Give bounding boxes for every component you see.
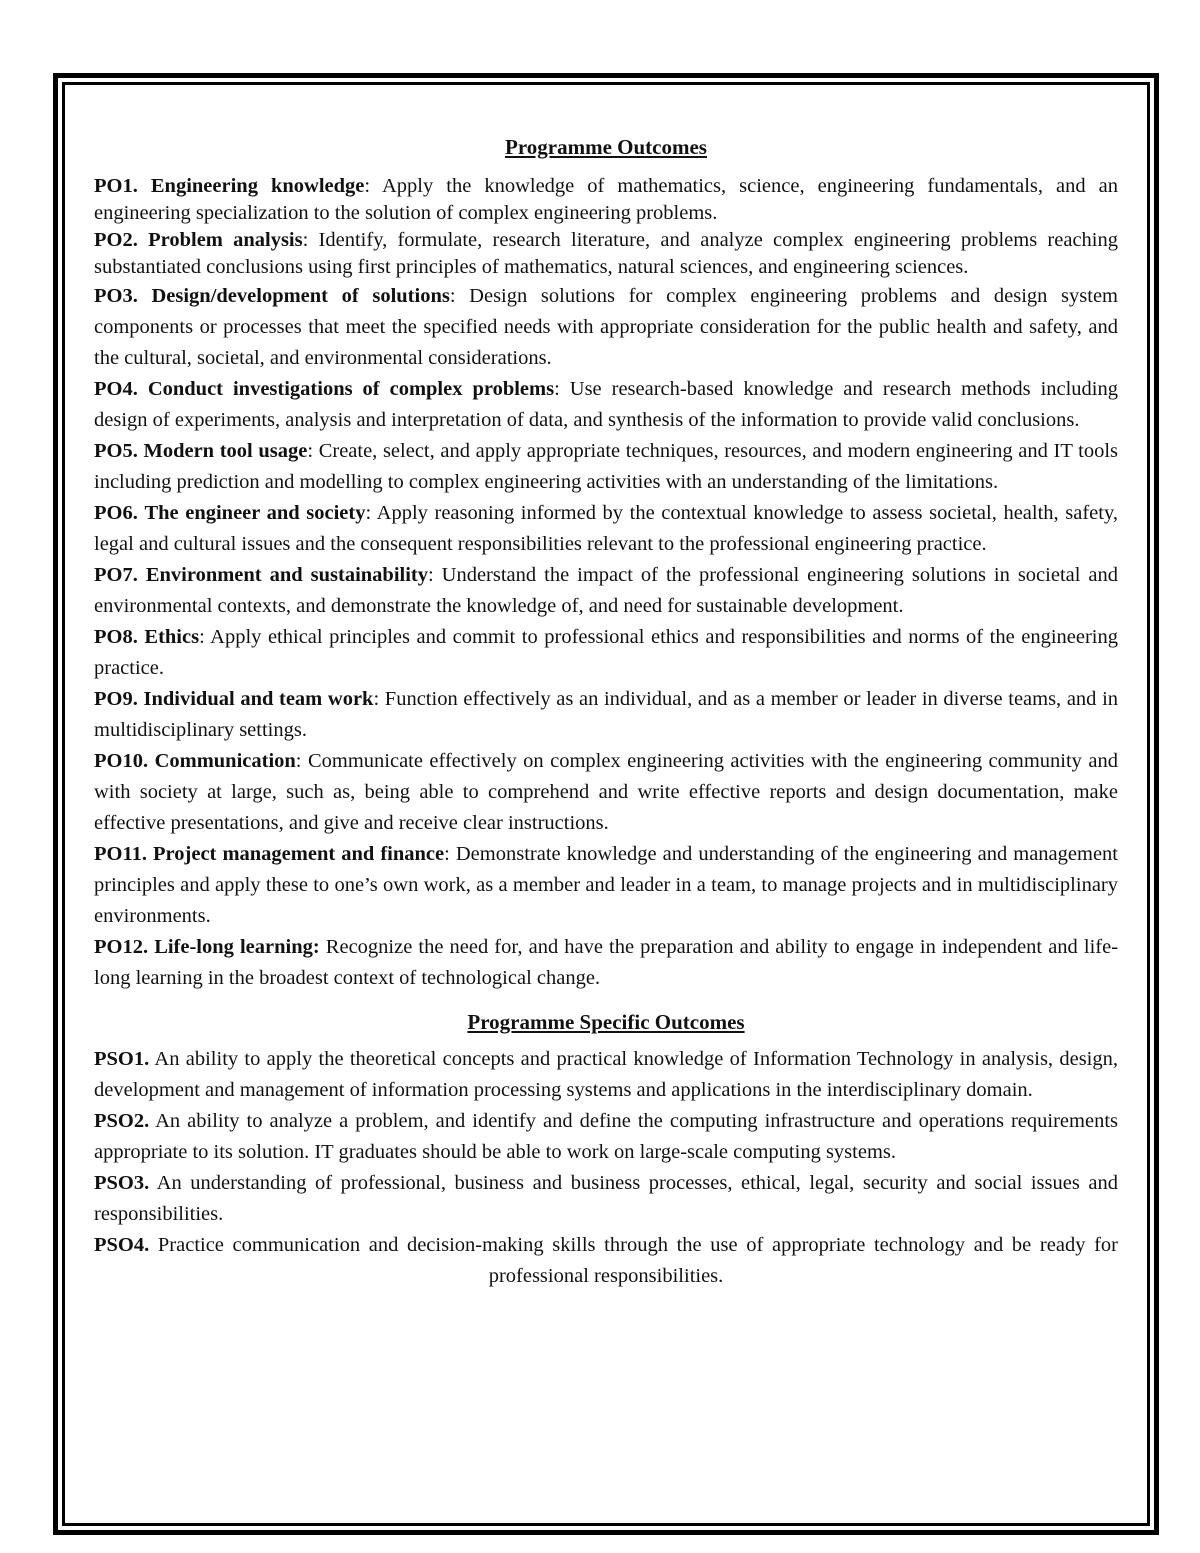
outcome-po3 bbox=[94, 281, 1118, 374]
outcome-code: PO4. bbox=[94, 378, 138, 400]
outcome-code: PSO3. bbox=[94, 1172, 150, 1194]
outcome-code: PSO4. bbox=[94, 1234, 150, 1256]
outcome-code: PSO2. bbox=[94, 1110, 150, 1132]
outcome-po10 bbox=[94, 746, 1118, 839]
outcome-text: : Communicate effectively on complex engineering activities with the engineering community and with society at large, such as, being able to comprehend and write effective reports and design documentation, make effective presentations, and give and receive clear instructions. bbox=[94, 750, 1118, 834]
outcome-text: : Demonstrate knowledge and understanding of the engineering and management principles and apply these to one’s own work, as a member and leader in a team, to manage projects and in multidisciplinary environments. bbox=[94, 843, 1118, 927]
outcome-title: Engineering knowledge bbox=[150, 175, 365, 197]
outcome-text: An ability to apply the theoretical concepts and practical knowledge of Information Technology in analysis, design, development and management of information processing systems and applications in the interdisciplinary domain. bbox=[94, 1048, 1118, 1101]
document-body bbox=[94, 133, 1118, 1292]
outcome-code: PO11. bbox=[94, 843, 147, 865]
outcome-title: Modern tool usage bbox=[143, 440, 308, 462]
outcome-title: Conduct investigations of complex problems bbox=[147, 378, 555, 400]
outcome-title: Problem analysis bbox=[148, 229, 303, 251]
outcome-text: Recognize the need for, and have the preparation and ability to engage in independent and life-long learning in the broadest context of technological change. bbox=[94, 936, 1119, 989]
outcome-po12 bbox=[94, 932, 1118, 994]
outcome-text: : Use research-based knowledge and research methods including design of experiments, analysis and interpretation of data, and synthesis of the information to provide valid conclusions. bbox=[94, 378, 1119, 431]
outcome-title: Communication bbox=[154, 750, 296, 772]
programme-outcomes-heading: Programme Outcomes bbox=[505, 135, 707, 159]
outcome-title: Life-long learning: bbox=[154, 936, 320, 958]
outcome-text: An ability to analyze a problem, and identify and define the computing infrastructure and operations requirements appropriate to its solution. IT graduates should be able to work on large-scale computing systems. bbox=[94, 1110, 1118, 1163]
outcome-code: PO3. bbox=[94, 285, 138, 307]
outcome-text: : Apply reasoning informed by the contextual knowledge to assess societal, health, safety, legal and cultural issues and the consequent responsibilities relevant to the professional engineering practice. bbox=[94, 502, 1118, 555]
outcome-text: : Design solutions for complex engineering problems and design system components or processes that meet the specified needs with appropriate consideration for the public health and safety, and the cultural, societal, and environmental considerations. bbox=[94, 285, 1119, 369]
outcome-code: PO2. bbox=[94, 229, 138, 251]
outcome-po5 bbox=[94, 436, 1118, 498]
outcome-text: : Apply the knowledge of mathematics, science, engineering fundamentals, and an engineering specialization to the solution of complex engineering problems. bbox=[94, 175, 1119, 224]
outcome-code: PO1. bbox=[94, 175, 138, 197]
outcome-text: : Identify, formulate, research literature, and analyze complex engineering problems reaching substantiated conclusions using first principles of mathematics, natural sciences, and engineering sciences. bbox=[94, 229, 1118, 278]
outcome-title: Ethics bbox=[144, 626, 200, 648]
outcome-po11 bbox=[94, 839, 1118, 932]
outcome-code: PO12. bbox=[94, 936, 149, 958]
outcome-title: Environment and sustainability bbox=[145, 564, 428, 586]
outcome-code: PO10. bbox=[94, 750, 149, 772]
outcome-text: : Understand the impact of the professional engineering solutions in societal and environmental contexts, and demonstrate the knowledge of, and need for sustainable development. bbox=[94, 564, 1119, 617]
outcome-title: The engineer and society bbox=[144, 502, 366, 524]
outcome-title: Project management and finance bbox=[153, 843, 445, 865]
outcome-title: Individual and team work bbox=[143, 688, 374, 710]
outcome-code: PO7. bbox=[94, 564, 138, 586]
outcome-title: Design/development of solutions bbox=[151, 285, 450, 307]
outcome-po2 bbox=[94, 227, 1118, 281]
outcome-po7 bbox=[94, 560, 1118, 622]
outcome-pso3 bbox=[94, 1168, 1118, 1230]
outcome-text: : Create, select, and apply appropriate techniques, resources, and modern engineering and IT tools including prediction and modelling to complex engineering activities with an understanding of the limitations. bbox=[94, 440, 1118, 493]
outcome-pso1 bbox=[94, 1044, 1118, 1106]
outcome-po1 bbox=[94, 173, 1118, 227]
outcome-text: Practice communication and decision-making skills through the use of appropriate technology and be ready for professional responsibilities. bbox=[149, 1234, 1118, 1287]
outcome-code: PO5. bbox=[94, 440, 138, 462]
outcome-pso2 bbox=[94, 1106, 1118, 1168]
outcome-text: : Function effectively as an individual, and as a member or leader in diverse teams, and in multidisciplinary settings. bbox=[94, 688, 1119, 741]
outcome-po6 bbox=[94, 498, 1118, 560]
outcome-code: PSO1. bbox=[94, 1048, 150, 1070]
outcome-po8 bbox=[94, 622, 1118, 684]
outcome-code: PO9. bbox=[94, 688, 138, 710]
programme-specific-outcomes-heading: Programme Specific Outcomes bbox=[467, 1010, 745, 1034]
outcome-po9 bbox=[94, 684, 1118, 746]
outcome-code: PO6. bbox=[94, 502, 138, 524]
outcome-text: : Apply ethical principles and commit to professional ethics and responsibilities and norms of the engineering practice. bbox=[94, 626, 1119, 679]
outcome-po4 bbox=[94, 374, 1118, 436]
outcome-text: An understanding of professional, business and business processes, ethical, legal, security and social issues and responsibilities. bbox=[94, 1172, 1118, 1225]
outcome-code: PO8. bbox=[94, 626, 138, 648]
outcome-pso4 bbox=[94, 1230, 1118, 1292]
